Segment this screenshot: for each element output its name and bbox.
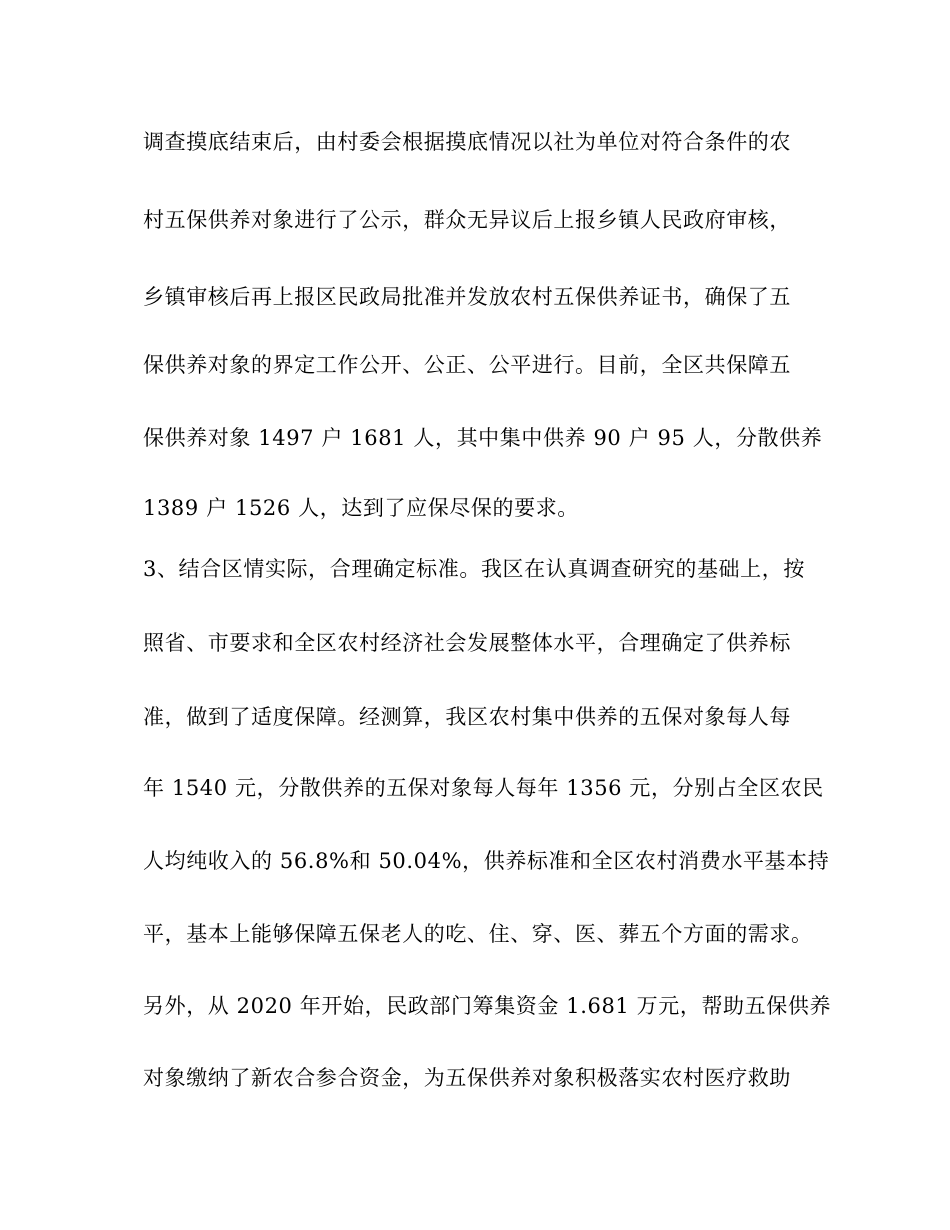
text-line: 照省、市要求和全区农村经济社会发展整体水平，合理确定了供养标 <box>143 631 791 655</box>
text-line: 人均纯收入的 56.8%和 50.04%，供养标准和全区农村消费水平基本持 <box>143 849 830 873</box>
text-line: 另外，从 2020 年开始，民政部门筹集资金 1.681 万元，帮助五保供养 <box>143 994 832 1018</box>
text-line: 调查摸底结束后，由村委会根据摸底情况以社为单位对符合条件的农 <box>143 130 791 154</box>
text-line: 平，基本上能够保障五保老人的吃、住、穿、医、葬五个方面的需求。 <box>143 922 813 946</box>
text-line: 乡镇审核后再上报区民政局批准并发放农村五保供养证书，确保了五 <box>143 285 791 309</box>
text-line: 年 1540 元，分散供养的五保对象每人每年 1356 元，分别占全区农民 <box>143 776 824 800</box>
text-line: 对象缴纳了新农合参合资金，为五保供养对象积极落实农村医疗救助 <box>143 1066 791 1090</box>
text-line: 保供养对象的界定工作公开、公正、公平进行。目前，全区共保障五 <box>143 353 791 377</box>
text-line: 村五保供养对象进行了公示，群众无异议后上报乡镇人民政府审核， <box>143 208 791 232</box>
text-line: 保供养对象 1497 户 1681 人，其中集中供养 90 户 95 人，分散供养 <box>143 426 823 450</box>
text-line: 准，做到了适度保障。经测算，我区农村集中供养的五保对象每人每 <box>143 705 791 729</box>
text-line: 3、结合区情实际，合理确定标准。我区在认真调查研究的基础上，按 <box>143 557 805 581</box>
text-line: 1389 户 1526 人，达到了应保尽保的要求。 <box>143 496 579 520</box>
